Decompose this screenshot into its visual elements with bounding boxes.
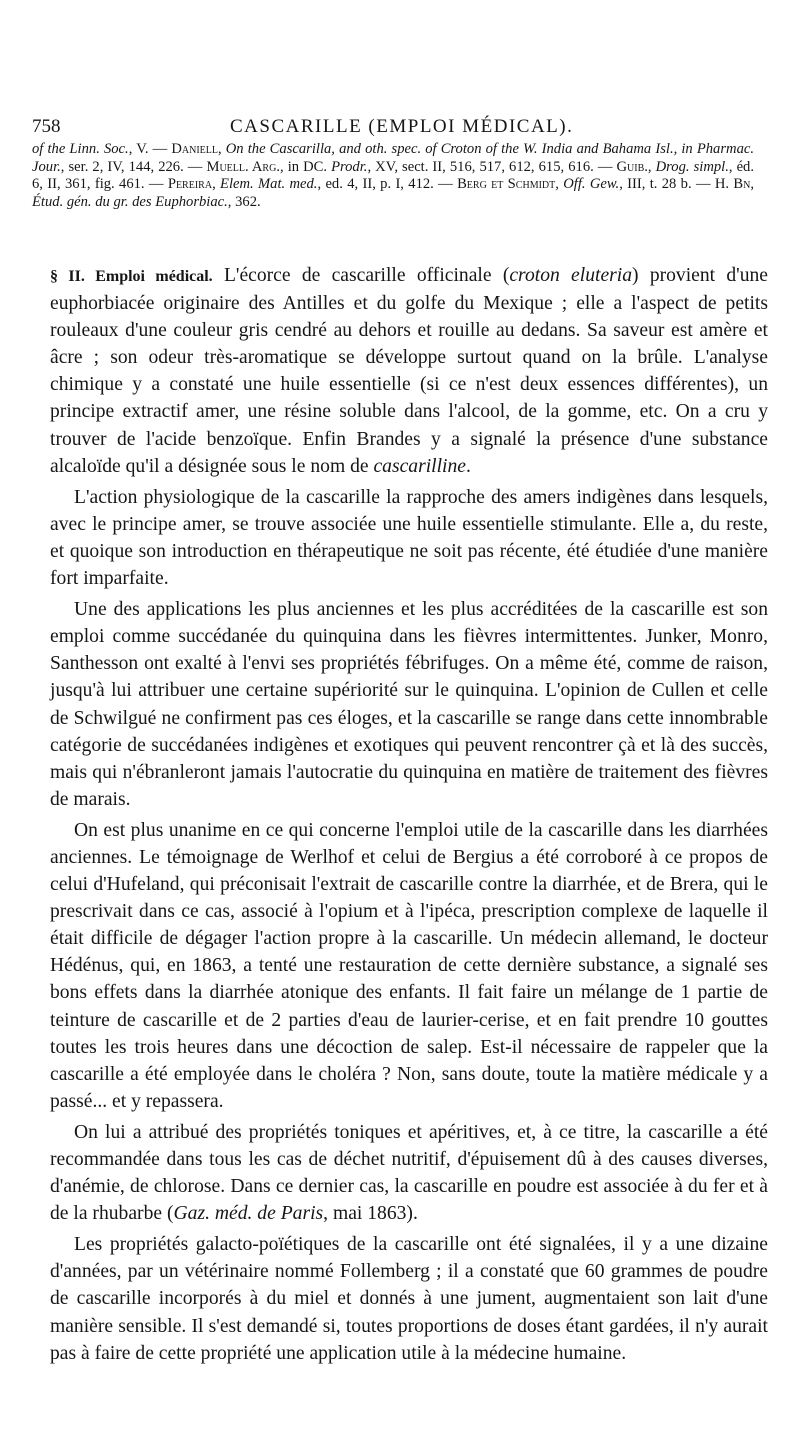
ref-title: Elem. Mat. med. — [220, 176, 318, 192]
ref-text: , — [555, 176, 564, 192]
ref-author: Pereira — [167, 176, 213, 192]
page-number: 758 — [32, 116, 61, 137]
paragraph-text: On lui a attribué des propriétés toniques et apéritives, et, à ce titre, la cascarille a été recommandée dans tous les cas de déchet nutritif, d'épuisement dû à des causes diverses, d'anémie, de chlorose. Dans ce dernier cas, la cascarille en poudre est associée à du fer et à de la rhubarbe ( — [50, 1121, 768, 1225]
paragraph: Une des applications les plus anciennes et les plus accréditées de la cascarille est son emploi comme succédanée du quinquina dans les fièvres intermittentes. Junker, Monro, Santhesson ont exalté à l'envi ses propriétés fébrifuges. On a même été, comme de raison, jusqu'à lui attribuer une certaine supériorité sur le quinquina. L'opinion de Cullen et celle de Schwilgué ne confirment pas ces éloges, et la cascarille se range dans cette innombrable catégorie de succédanées indigènes et exotiques qui peuvent rencontrer çà et là des succès, mais qui n'ébranleront jamais l'autocratie du quinquina en matière de traitement des fièvres de marais. — [50, 599, 768, 810]
paragraph — [50, 1119, 768, 1227]
ref-text: , in DC. — [279, 158, 332, 175]
ref-text: , — [212, 176, 221, 192]
paragraph: L'action physiologique de la cascarille la rapproche des amers indigènes dans lesquels, avec le principe amer, se trouve associée une huile essentielle stimulante. Elle a, du reste, et quoique son introduction en thérapeutique ne soit pas récente, été étudiée d'une manière fort imparfaite. — [50, 486, 768, 590]
paragraph-text: , mai 1863). — [323, 1203, 418, 1225]
ref-text: , — [750, 176, 755, 192]
ref-journal: of the Linn. Soc. — [32, 141, 129, 157]
ref-author: Daniell — [171, 141, 218, 157]
paragraph: On est plus unanime en ce qui concerne l'emploi utile de la cascarille dans les diarrhées anciennes. Le témoignage de Werlhof et celui de Bergius a été corroboré à ce propos de celui d'Hufeland, qui préconisait l'extrait de cascarille contre la diarrhée, et de Brera, qui le prescrivait dans ce cas, associé à l'opium et à l'ipéca, prescription complexe de laquelle il était difficile de dégager l'action propre à la cascarille. Un médecin allemand, le docteur Hédénus, qui, en 1863, a tenté une restauration de cette dernière substance, a signalé ses bons effets dans la diarrhée atonique des enfants. Il fait faire un mélange de 1 partie de teinture de cascarille et de 2 parties d'eau de laurier-cerise, et en fait prendre 10 gouttes toutes les trois heures dans une décoction de salep. Est-il nécessaire de rappeler que la cascarille a été employée dans le choléra ? Non, sans doute, toute la matière médicale y a passé... et y repassera. — [50, 819, 768, 1112]
paragraph: Les propriétés galacto-poïétiques de la cascarille ont été signalées, il y a une dizaine d'années, par un vétérinaire nommé Follemberg ; il a constaté que 60 grammes de poudre de cascarille incorporés à du miel et donnés à une jument, augmentaient son lait d'une manière sensible. Il s'est demandé si, toutes proportions de doses étant gardées, il n'y aurait pas à faire de cette propriété une application utile à la médecine humaine. — [50, 1234, 768, 1364]
section-body — [50, 262, 768, 1367]
paragraph-text: . — [466, 455, 471, 477]
term: cascarilline — [373, 455, 466, 477]
paragraph-text: L'écorce de cascarille officinale ( — [212, 265, 510, 286]
ref-author: Muell. Arg. — [206, 158, 280, 175]
ref-text: , — [647, 158, 656, 175]
ref-title: Drog. simpl. — [655, 158, 729, 175]
ref-text: , XV, sect. II, 516, 517, 612, 615, 616. — — [367, 158, 617, 175]
paragraph-text: ) provient d'une euphorbiacée originaire des Antilles et du golfe du Mexique ; elle a l'aspect de petits rouleaux d'une couleur gris cendré au dehors et rouille au dedans. Sa saveur est amère et âcre ; son odeur très-aromatique se développe surtout quand on la brûle. L'analyse chimique y a constaté une huile essentielle (si ce n'est deux essences différentes), un principe extractif amer, une résine soluble dans l'alcool, de la gomme, etc. On a cru y trouver de l'acide benzoïque. Enfin Brandes y a signalé la présence d'une substance alcaloïde qu'il a désignée sous le nom de — [50, 265, 768, 477]
paragraph — [50, 262, 768, 480]
ref-text: , ed. 4, II, p. I, 412. — — [317, 176, 458, 192]
ref-text: , 362. — [227, 193, 261, 210]
ref-title: Étud. gén. du gr. des Euphorbiac. — [32, 193, 228, 210]
ref-author: Guib. — [616, 158, 648, 175]
ref-text: , III, t. 28 b. — H. — [619, 176, 734, 192]
ref-text: , V. — — [128, 141, 172, 157]
page-header — [32, 116, 752, 140]
section-heading: § II. Emploi médical. — [50, 268, 213, 285]
ref-text: , — [217, 141, 226, 157]
ref-text: , ser. 2, IV, 144, 226. — — [60, 158, 207, 175]
bibliographic-references — [32, 141, 754, 211]
ref-author: Bn — [733, 176, 751, 192]
running-title: CASCARILLE (EMPLOI MÉDICAL). — [230, 116, 574, 137]
ref-title: Prodr. — [331, 158, 368, 175]
ref-title: On the Cascarilla, and oth. spec. of Croton of the W. India and Bahama Isl., in Pharmac. Jour. — [32, 141, 754, 175]
citation: Gaz. méd. de Paris — [173, 1203, 324, 1225]
species-name: croton eluteria — [509, 265, 633, 286]
ref-author: Berg et Schmidt — [457, 176, 556, 192]
ref-title: Off. Gew. — [563, 176, 620, 192]
ref-text: , éd. 6, II, 361, fig. 461. — — [32, 158, 755, 192]
